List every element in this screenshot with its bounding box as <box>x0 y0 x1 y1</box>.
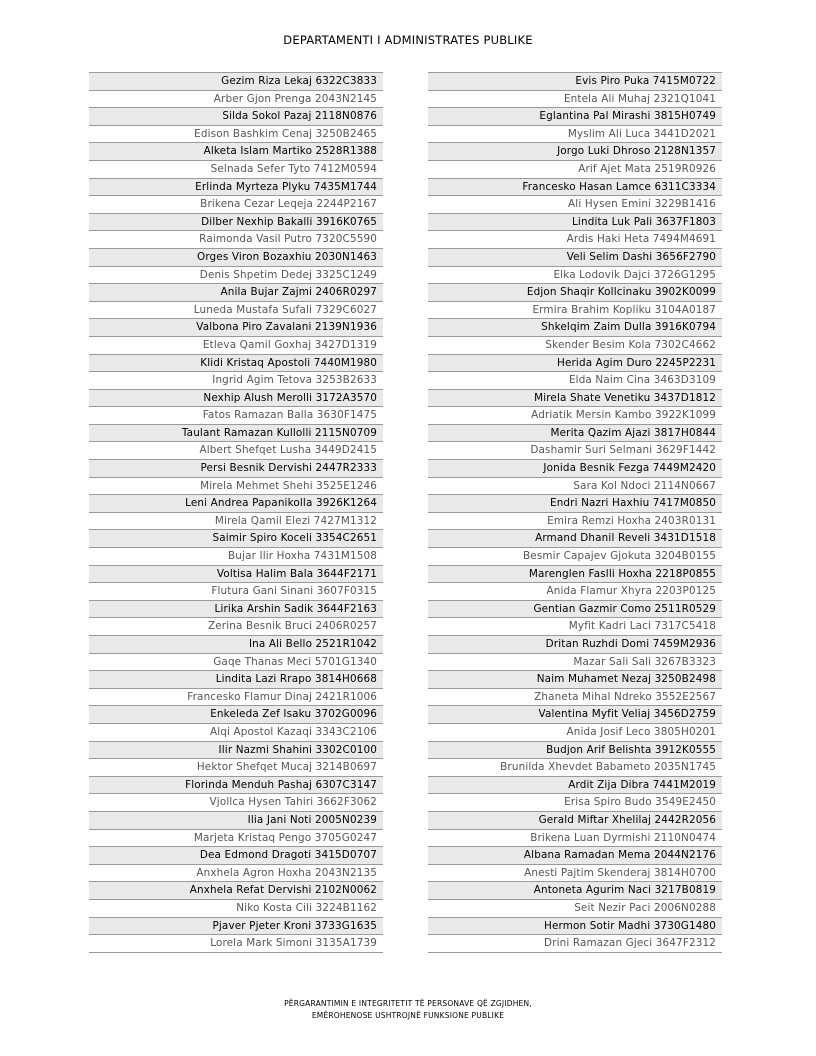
footer-line-1: PËRGARANTIMIN E INTEGRITETIT TË PERSONAVE QË ZGJIDHEN, <box>284 999 532 1008</box>
list-item: Mirela Qamil Elezi 7427M1312 <box>89 513 383 531</box>
list-item: Veli Selim Dashi 3656F2790 <box>428 249 722 267</box>
list-item: Arif Ajet Mata 2519R0926 <box>428 161 722 179</box>
list-item: Saimir Spiro Koceli 3354C2651 <box>89 530 383 548</box>
list-item: Skender Besim Kola 7302C4662 <box>428 337 722 355</box>
list-item: Ardis Haki Heta 7494M4691 <box>428 231 722 249</box>
list-item: Francesko Flamur Dinaj 2421R1006 <box>89 689 383 707</box>
list-item: Gaqe Thanas Meci 5701G1340 <box>89 654 383 672</box>
list-item: Armand Dhanil Reveli 3431D1518 <box>428 530 722 548</box>
page-title: DEPARTAMENTI I ADMINISTRATES PUBLIKE <box>283 33 533 47</box>
list-item: Ilir Nazmi Shahini 3302C0100 <box>89 742 383 760</box>
list-item: Naim Muhamet Nezaj 3250B2498 <box>428 671 722 689</box>
list-item: Erlinda Myrteza Plyku 7435M1744 <box>89 179 383 197</box>
list-item: Orges Viron Bozaxhiu 2030N1463 <box>89 249 383 267</box>
list-item: Anxhela Agron Hoxha 2043N2135 <box>89 865 383 883</box>
list-item: Zerina Besnik Bruci 2406R0257 <box>89 618 383 636</box>
left-name-list <box>89 72 383 953</box>
list-item: Gezim Riza Lekaj 6322C3833 <box>89 73 383 91</box>
page-footer <box>0 998 816 1022</box>
list-item: Marjeta Kristaq Pengo 3705G0247 <box>89 830 383 848</box>
list-item: Lindita Lazi Rrapo 3814H0668 <box>89 671 383 689</box>
list-item: Valbona Piro Zavalani 2139N1936 <box>89 319 383 337</box>
list-item: Enkeleda Zef Isaku 3702G0096 <box>89 706 383 724</box>
list-item: Leni Andrea Papanikolla 3926K1264 <box>89 495 383 513</box>
list-item: Ilia Jani Noti 2005N0239 <box>89 812 383 830</box>
list-item: Voltisa Halim Bala 3644F2171 <box>89 566 383 584</box>
list-item: Anida Flamur Xhyra 2203P0125 <box>428 583 722 601</box>
list-item: Raimonda Vasil Putro 7320C5590 <box>89 231 383 249</box>
list-item: Jorgo Luki Dhroso 2128N1357 <box>428 143 722 161</box>
list-item: Dritan Ruzhdi Domi 7459M2936 <box>428 636 722 654</box>
list-item: Denis Shpetim Dedej 3325C1249 <box>89 267 383 285</box>
list-item: Ina Ali Bello 2521R1042 <box>89 636 383 654</box>
list-item: Elka Lodovik Dajci 3726G1295 <box>428 267 722 285</box>
list-item: Edjon Shaqir Kollcinaku 3902K0099 <box>428 284 722 302</box>
list-item: Seit Nezir Paci 2006N0288 <box>428 900 722 918</box>
list-item: Lirika Arshin Sadik 3644F2163 <box>89 601 383 619</box>
list-item: Albana Ramadan Mema 2044N2176 <box>428 847 722 865</box>
list-item: Brikena Cezar Leqeja 2244P2167 <box>89 196 383 214</box>
list-item: Drini Ramazan Gjeci 3647F2312 <box>428 935 722 953</box>
list-item: Silda Sokol Pazaj 2118N0876 <box>89 108 383 126</box>
list-item: Zhaneta Mihal Ndreko 3552E2567 <box>428 689 722 707</box>
list-item: Gentian Gazmir Como 2511R0529 <box>428 601 722 619</box>
list-item: Jonida Besnik Fezga 7449M2420 <box>428 460 722 478</box>
list-item: Mazar Sali Sali 3267B3323 <box>428 654 722 672</box>
list-item: Dilber Nexhip Bakalli 3916K0765 <box>89 214 383 232</box>
list-item: Brunilda Xhevdet Babameto 2035N1745 <box>428 759 722 777</box>
list-item: Lindita Luk Pali 3637F1803 <box>428 214 722 232</box>
list-item: Bujar Ilir Hoxha 7431M1508 <box>89 548 383 566</box>
list-item: Myfit Kadri Laci 7317C5418 <box>428 618 722 636</box>
list-item: Marenglen Faslli Hoxha 2218P0855 <box>428 566 722 584</box>
list-item: Luneda Mustafa Sufali 7329C6027 <box>89 302 383 320</box>
list-item: Elda Naim Cina 3463D3109 <box>428 372 722 390</box>
list-item: Nexhip Alush Merolli 3172A3570 <box>89 390 383 408</box>
list-item: Lorela Mark Simoni 3135A1739 <box>89 935 383 953</box>
list-item: Etleva Qamil Goxhaj 3427D1319 <box>89 337 383 355</box>
list-item: Pjaver Pjeter Kroni 3733G1635 <box>89 918 383 936</box>
list-item: Persi Besnik Dervishi 2447R2333 <box>89 460 383 478</box>
list-item: Sara Kol Ndoci 2114N0667 <box>428 478 722 496</box>
list-item: Gerald Miftar Xhelilaj 2442R2056 <box>428 812 722 830</box>
list-item: Edison Bashkim Cenaj 3250B2465 <box>89 126 383 144</box>
list-item: Mirela Mehmet Shehi 3525E1246 <box>89 478 383 496</box>
list-item: Antoneta Agurim Naci 3217B0819 <box>428 882 722 900</box>
list-item: Emira Remzi Hoxha 2403R0131 <box>428 513 722 531</box>
list-item: Mirela Shate Venetiku 3437D1812 <box>428 390 722 408</box>
list-item: Shkelqim Zaim Dulla 3916K0794 <box>428 319 722 337</box>
list-item: Eglantina Pal Mirashi 3815H0749 <box>428 108 722 126</box>
list-item: Anesti Pajtim Skenderaj 3814H0700 <box>428 865 722 883</box>
list-item: Flutura Gani Sinani 3607F0315 <box>89 583 383 601</box>
list-item: Ingrid Agim Tetova 3253B2633 <box>89 372 383 390</box>
list-item: Alketa Islam Martiko 2528R1388 <box>89 143 383 161</box>
list-item: Brikena Luan Dyrmishi 2110N0474 <box>428 830 722 848</box>
list-item: Besmir Capajev Gjokuta 3204B0155 <box>428 548 722 566</box>
list-item: Anida Josif Leco 3805H0201 <box>428 724 722 742</box>
list-item: Hektor Shefqet Mucaj 3214B0697 <box>89 759 383 777</box>
list-item: Budjon Arif Belishta 3912K0555 <box>428 742 722 760</box>
list-item: Arber Gjon Prenga 2043N2145 <box>89 91 383 109</box>
list-item: Herida Agim Duro 2245P2231 <box>428 355 722 373</box>
list-item: Fatos Ramazan Balla 3630F1475 <box>89 407 383 425</box>
list-item: Niko Kosta Cili 3224B1162 <box>89 900 383 918</box>
list-item: Alqi Apostol Kazaqi 3343C2106 <box>89 724 383 742</box>
footer-line-2: EMËROHENOSE USHTROJNË FUNKSIONE PUBLIKE <box>311 1011 505 1020</box>
right-name-list <box>428 72 722 953</box>
list-item: Anxhela Refat Dervishi 2102N0062 <box>89 882 383 900</box>
list-item: Taulant Ramazan Kullolli 2115N0709 <box>89 425 383 443</box>
list-item: Dea Edmond Dragoti 3415D0707 <box>89 847 383 865</box>
list-item: Florinda Menduh Pashaj 6307C3147 <box>89 777 383 795</box>
list-item: Hermon Sotir Madhi 3730G1480 <box>428 918 722 936</box>
list-item: Endri Nazri Haxhiu 7417M0850 <box>428 495 722 513</box>
list-item: Selnada Sefer Tyto 7412M0594 <box>89 161 383 179</box>
list-item: Klidi Kristaq Apostoli 7440M1980 <box>89 355 383 373</box>
list-item: Erisa Spiro Budo 3549E2450 <box>428 794 722 812</box>
list-item: Anila Bujar Zajmi 2406R0297 <box>89 284 383 302</box>
list-item: Evis Piro Puka 7415M0722 <box>428 73 722 91</box>
list-item: Albert Shefqet Lusha 3449D2415 <box>89 442 383 460</box>
list-item: Ali Hysen Emini 3229B1416 <box>428 196 722 214</box>
list-item: Adriatik Mersin Kambo 3922K1099 <box>428 407 722 425</box>
list-item: Valentina Myfit Veliaj 3456D2759 <box>428 706 722 724</box>
list-item: Ardit Zija Dibra 7441M2019 <box>428 777 722 795</box>
list-item: Francesko Hasan Lamce 6311C3334 <box>428 179 722 197</box>
list-item: Vjollca Hysen Tahiri 3662F3062 <box>89 794 383 812</box>
list-item: Entela Ali Muhaj 2321Q1041 <box>428 91 722 109</box>
list-item: Ermira Brahim Kopliku 3104A0187 <box>428 302 722 320</box>
list-item: Myslim Ali Luca 3441D2021 <box>428 126 722 144</box>
list-item: Dashamir Suri Selmani 3629F1442 <box>428 442 722 460</box>
list-item: Merita Qazim Ajazi 3817H0844 <box>428 425 722 443</box>
